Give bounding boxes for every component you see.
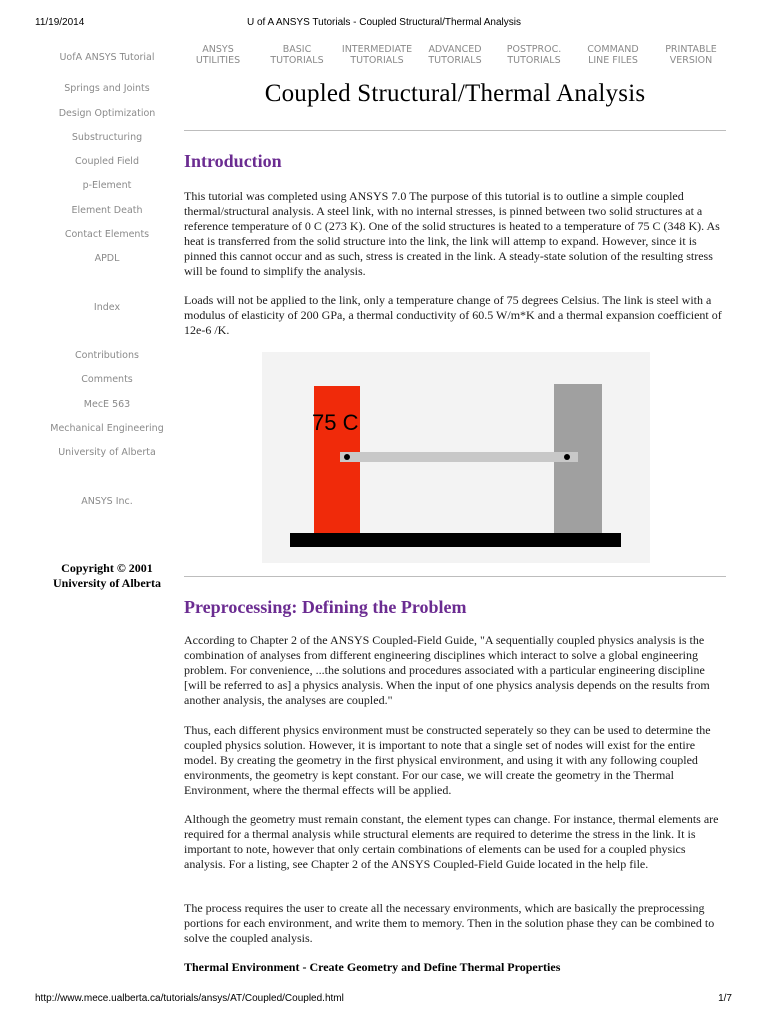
preprocessing-heading: Preprocessing: Defining the Problem [184,597,467,617]
nav-label-line2: UTILITIES [195,55,241,66]
nav-label-line2: VERSION [669,55,713,66]
nav-advanced-tutorials[interactable] [416,44,494,66]
copyright-line: Copyright © 2001 [61,561,153,575]
print-page-number: 1/7 [718,993,732,1004]
sidebar-item-mechanical-engineering[interactable]: Mechanical Engineering [50,423,164,434]
copyright-notice [40,561,174,591]
sidebar-item-index[interactable]: Index [93,302,121,313]
print-page-title: U of A ANSYS Tutorials - Coupled Structural/Thermal Analysis [246,17,521,28]
sidebar-item-comments[interactable]: Comments [81,374,133,385]
nav-label-line1: PRINTABLE [665,44,717,55]
left-pin [344,454,350,460]
print-url: http://www.mece.ualberta.ca/tutorials/ansys/AT/Coupled/Coupled.html [35,993,344,1004]
nav-label-line2: TUTORIALS [350,55,404,66]
print-date: 11/19/2014 [35,17,85,28]
introduction-heading: Introduction [184,151,282,171]
sidebar-item-mece-563[interactable]: MecE 563 [83,399,131,410]
print-header [0,17,768,31]
intro-paragraph-2: Loads will not be applied to the link, only a temperature change of 75 degrees Celsius. The link is steel with a modulus of elasticity of 200 GPa, a thermal conductivity of 60.5 W/m*K and a thermal expansion coefficient of 12e-6 /K. [184,293,722,337]
nav-label-line2: LINE FILES [588,55,638,66]
sidebar-item-springs-and-joints[interactable]: Springs and Joints [64,83,150,94]
intro-paragraph-1: This tutorial was completed using ANSYS 7.0 The purpose of this tutorial is to outline a simple coupled thermal/structural analysis. A steel link, with no internal stresses, is pinned between two solid structures at a reference temperature of 0 C (273 K). One of the solid structures is heated to a temperature of 75 C (348 K). As heat is transferred from the solid structure into the link, the link will attemp to expand. However, since it is pinned this cannot occur and as such, stress is created in the link. A steady-state solution of the resulting stress will be found to simplify the analysis. [184,189,720,278]
nav-label-line2: TUTORIALS [428,55,482,66]
preprocessing-paragraph-3: Although the geometry must remain constant, the element types can change. For instance, thermal elements are required for a thermal analysis while structural elements are required to deterime the stress in the link. It is important to note, however that only certain combinations of elements can be used for a coupled physics analysis. For a listing, see Chapter 2 of the ANSYS Coupled-Field Guide located in the help file. [184,812,719,871]
sidebar-item-university-of-alberta[interactable]: University of Alberta [58,447,156,458]
ground-base [290,533,621,547]
steel-link [340,452,578,462]
coupled-link-diagram [262,352,650,563]
nav-ansys-utilities[interactable] [180,44,256,66]
nav-label-line2: TUTORIALS [270,55,324,66]
sidebar-item-substructuring[interactable]: Substructuring [71,132,143,143]
nav-label-line1: COMMAND [587,44,639,55]
section-divider [184,576,726,577]
page-title: Coupled Structural/Thermal Analysis [264,80,646,107]
nav-label-line1: POSTPROC. [506,44,562,55]
nav-label-line1: BASIC [282,44,312,55]
right-pin [564,454,570,460]
preprocessing-paragraph-4: The process requires the user to create all the necessary environments, which are basically the preprocessing portions for each environment, and write them to memory. Then in the solution phase they can be combined to solve the coupled analysis. [184,901,715,945]
preprocessing-paragraph-1: According to Chapter 2 of the ANSYS Coupled-Field Guide, "A sequentially coupled physics analysis is the combination of analyses from different engineering disciplines which interact to solve a global engineering problem. For convenience, ...the solutions and procedures associated with a particular engineering discipline [will be referred to as] a physics analysis. When the input of one physics analysis depends on the results from another analysis, the analyses are coupled." [184,633,710,707]
nav-label-line1: ANSYS [202,44,234,55]
thermal-environment-subheading: Thermal Environment - Create Geometry and Define Thermal Properties [184,960,561,974]
print-footer [0,993,768,1007]
sidebar-item-ansys-inc[interactable]: ANSYS Inc. [81,496,133,507]
sidebar-item-coupled-field[interactable]: Coupled Field [75,156,139,167]
nav-label-line2: TUTORIALS [507,55,561,66]
sidebar-item-contributions[interactable]: Contributions [75,350,139,361]
sidebar-item-element-death[interactable]: Element Death [71,205,143,216]
sidebar-item-apdl[interactable]: APDL [94,253,120,264]
sidebar-item-design-optimization[interactable]: Design Optimization [58,108,156,119]
nav-basic-tutorials[interactable] [258,44,336,66]
sidebar-item-uofa-ansys-tutorial[interactable]: UofA ANSYS Tutorial [59,52,155,63]
nav-intermediate-tutorials[interactable] [337,44,417,66]
nav-printable-version[interactable] [652,44,730,66]
sidebar-item-contact-elements[interactable]: Contact Elements [64,229,150,240]
nav-postproc-tutorials[interactable] [494,44,574,66]
temperature-label: 75 C [312,410,359,435]
preprocessing-paragraph-2: Thus, each different physics environment must be constructed seperately so they can be used to determine the coupled physics solution. However, it is important to note that a single set of nodes will exist for the entire model. By creating the geometry in the first physical environment, and using it with any following coupled environments, the geometry is kept constant. For our case, we will create the geometry in the Thermal Environment, where the thermal effects will be applied. [184,723,711,797]
sidebar-item-p-element[interactable]: p-Element [82,180,132,191]
top-navigation [180,44,730,70]
nav-command-line-files[interactable] [574,44,652,66]
title-divider [184,130,726,131]
nav-label-line1: INTERMEDIATE [341,44,413,55]
nav-label-line1: ADVANCED [428,44,482,55]
copyright-owner: University of Alberta [53,576,161,590]
